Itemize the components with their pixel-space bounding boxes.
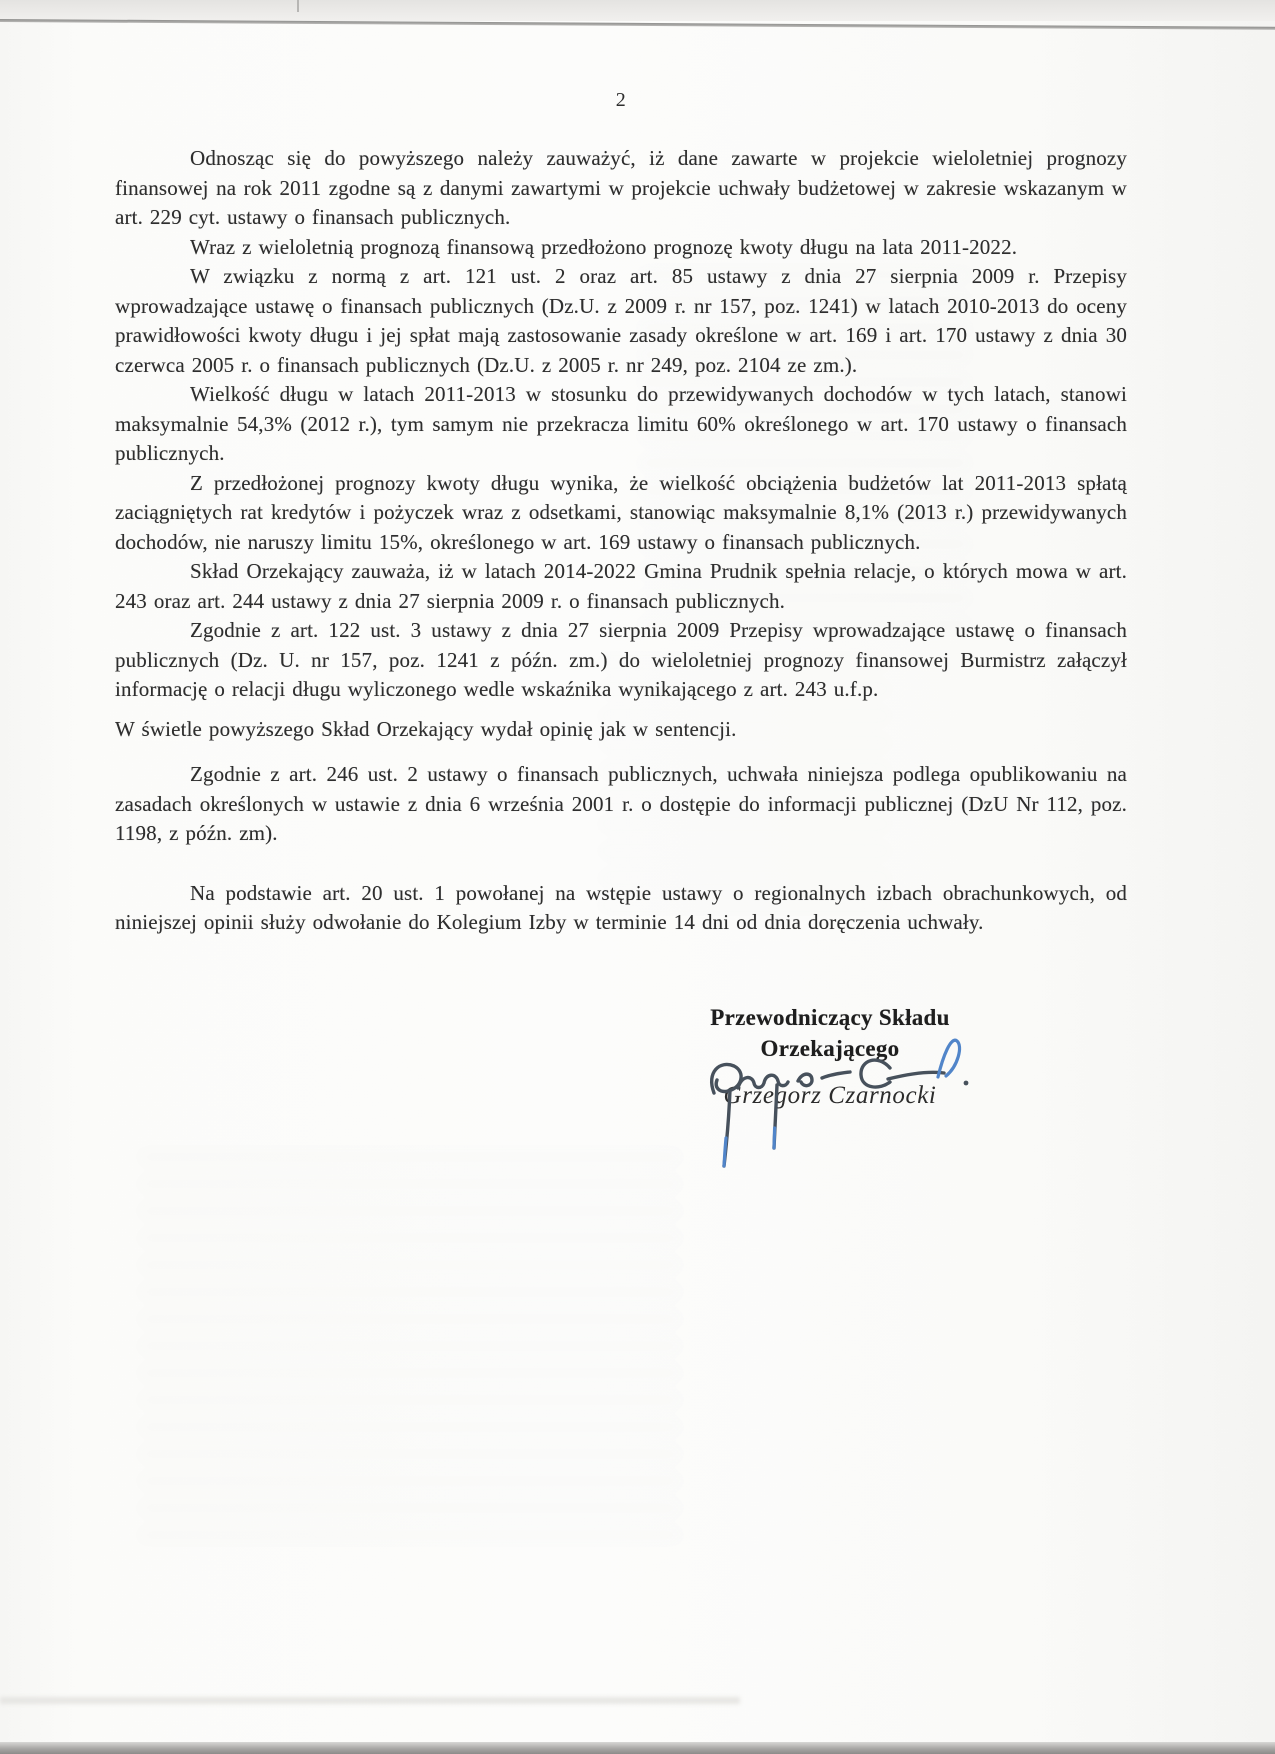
page-number: 2 bbox=[615, 89, 627, 111]
signature-title-line2: Orzekającego bbox=[760, 1035, 900, 1061]
paragraph: Zgodnie z art. 246 ust. 2 ustawy o finansach publicznych, uchwała niniejsza podlega opublikowaniu na zasadach określonych w ustawie z dnia 6 września 2001 r. o dostępie do informacji publicznej (DzU Nr 112, poz. 1198, z późn. zm). bbox=[115, 762, 1127, 845]
signature-name: Grzegorz Czarnocki bbox=[723, 1081, 937, 1109]
paragraph: Wielkość długu w latach 2011-2013 w stosunku do przewidywanych dochodów w tych latach, stanowi maksymalnie 54,3% (2012 r.), tym samym nie przekracza limitu 60% określonego w art. 170 ustawy o finansach publicznych. bbox=[115, 382, 1127, 465]
paragraph: W świetle powyższego Skład Orzekający wydał opinię jak w sentencji. bbox=[115, 716, 737, 741]
signature-title-line1: Przewodniczący Składu bbox=[710, 1004, 950, 1030]
paragraph: Odnosząc się do powyższego należy zauważyć, iż dane zawarte w projekcie wieloletniej prognozy finansowej na rok 2011 zgodne są z danymi zawartymi w projekcie uchwały budżetowej w zakresie wskazanym w art. 229 cyt. ustawy o finansach publicznych. bbox=[115, 146, 1127, 229]
handwritten-signature-icon bbox=[650, 1028, 1030, 1178]
paragraph: Zgodnie z art. 122 ust. 3 ustawy z dnia 27 sierpnia 2009 Przepisy wprowadzające ustawę o finansach publicznych (Dz. U. nr 157, poz. 1241 z późn. zm.) do wieloletniej prognozy finansowej Burmistrz załączył informację o relacji długu wyliczonego wedle wskaźnika wynikającego z art. 243 u.f.p. bbox=[115, 618, 1127, 701]
paragraph: Na podstawie art. 20 ust. 1 powołanej na wstępie ustawy o regionalnych izbach obrachunkowych, od niniejszej opinii służy odwołanie do Kolegium Izby w terminie 14 dni od dnia doręczenia uchwały. bbox=[115, 880, 1127, 934]
paragraph: W związku z normą z art. 121 ust. 2 oraz art. 85 ustawy z dnia 27 sierpnia 2009 r. Przepisy wprowadzające ustawę o finansach publicznych (Dz.U. z 2009 r. nr 157, poz. 1241) w latach 2010-2013 do oceny prawidłowości kwoty długu i jej spłat mają zastosowanie zasady określone w art. 169 i art. 170 ustawy z dnia 30 czerwca 2005 r. o finansach publicznych (Dz.U. z 2005 r. nr 249, poz. 2104 ze zm.). bbox=[115, 264, 1127, 377]
signature-block bbox=[620, 1002, 1040, 1111]
paragraph: Z przedłożonej prognozy kwoty długu wynika, że wielkość obciążenia budżetów lat 2011-2013 spłatą zaciągniętych rat kredytów i pożyczek wraz z odsetkami, stanowiąc maksymalnie 8,1% (2013 r.) przewidywanych dochodów, nie naruszy limitu 15%, określonego w art. 169 ustawy o finansach publicznych. bbox=[115, 470, 1127, 554]
paragraph: Wraz z wieloletnią prognozą finansową przedłożono prognozę kwoty długu na lata 2011-2022. bbox=[190, 234, 1018, 259]
paragraph: Skład Orzekający zauważa, iż w latach 2014-2022 Gmina Prudnik spełnia relacje, o których mowa w art. 243 oraz art. 244 ustawy z dnia 27 sierpnia 2009 r. o finansach publicznych. bbox=[115, 559, 1127, 613]
